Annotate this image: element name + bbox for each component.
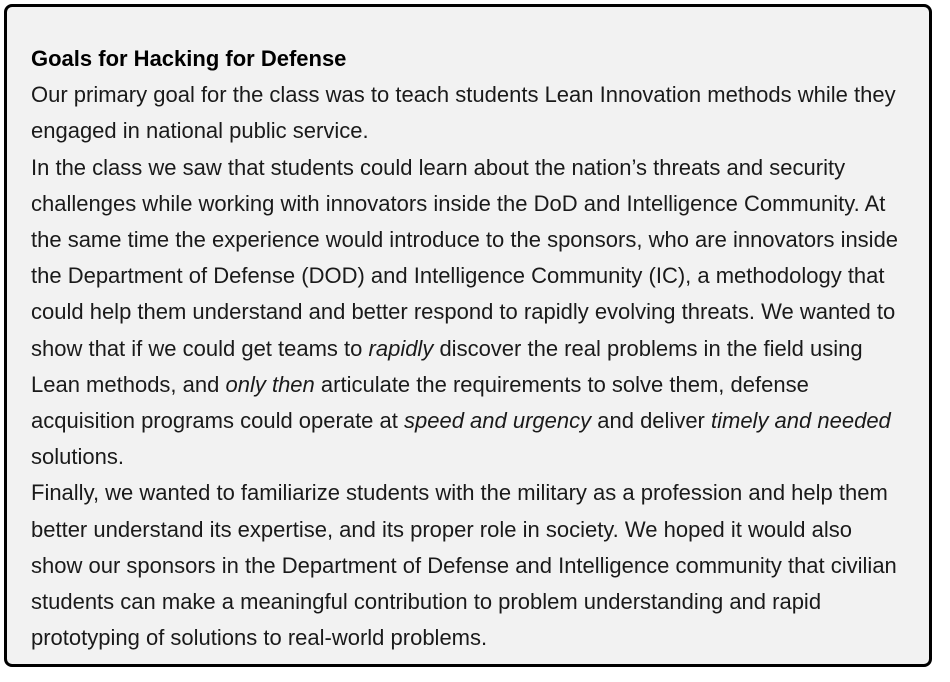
emphasis-only-then: only then: [225, 371, 315, 397]
text-span: solutions.: [31, 444, 124, 470]
text-span: In the class we saw that students could learn about the nation’s threats and security challenges while working with innovators inside the DoD and Intelligence Community. At the same time the experience would introduce to the sponsors, who are innovators inside the Department of Defense (DOD) and Intelligence Community (IC), a methodology that could help them understand and better respond to rapidly evolving threats. We wanted to show that if we could get teams to: [31, 154, 899, 361]
paragraph-class-observations: [31, 150, 909, 476]
text-span: and deliver: [591, 408, 711, 434]
text-callout-box: [4, 4, 932, 667]
paragraph-military-profession: Finally, we wanted to familiarize students with the military as a profession and help them better understand its expertise, and its proper role in society. We hoped it would also show our sponsors in the Department of Defense and Intelligence community that civilian students can make a meaningful contribution to problem understanding and rapid prototyping of solutions to real-world problems.: [31, 480, 897, 651]
emphasis-speed-and-urgency: speed and urgency: [404, 408, 592, 434]
emphasis-timely-and-needed: timely and needed: [711, 408, 891, 434]
paragraph-primary-goal: Our primary goal for the class was to teach students Lean Innovation methods while they engaged in national public service.: [31, 82, 896, 144]
emphasis-rapidly: rapidly: [368, 335, 434, 361]
callout-title: Goals for Hacking for Defense: [31, 46, 347, 71]
text-span: articulate the requirements to solve them, defense acquisition programs could operate at: [31, 371, 809, 434]
text-span: discover the real problems in the field using Lean methods, and: [31, 335, 863, 397]
